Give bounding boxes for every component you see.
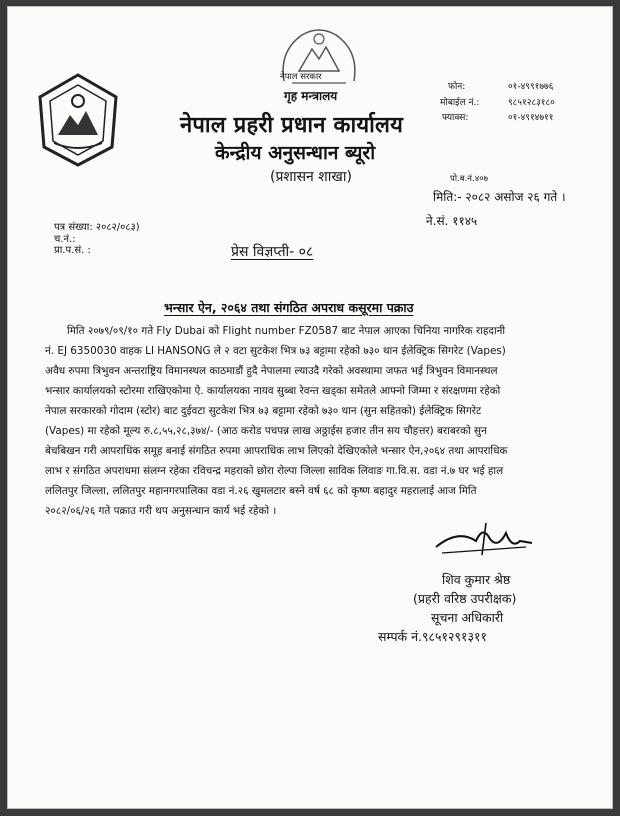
body-line: बेचबिखन गरी आपराधिक समूह बनाई संगठित रुपमा आपराधिक लाभ लिएको देखिएकोले भन्सार ऐन,२०६४ तथा आपराधिक [45, 445, 508, 457]
body-line: मिति २०७९/०९/१० गते Fly Dubai को Flight number FZ0587 बाट नेपाल आएका चिनिया नागरिक राहदानी [67, 325, 506, 337]
pra-pa-sa: प्रा.प.सं. : [54, 245, 91, 256]
letter-date: मिति:- २०८२ असोज २६ गते । [433, 190, 566, 204]
document-page [7, 6, 613, 809]
body-line: नेपाल सरकारको गोदाम (स्टोर) बाट दुईवटा सुटकेश भित्र ७३ बट्टामा रहेको ७३० थान (सुन सहितको) ईलेक्ट्रिक सिगरेट [45, 405, 482, 417]
signature-scribble [428, 519, 538, 559]
subject-heading: भन्सार ऐन, २०६४ तथा संगठित अपराध कसूरमा पक्राउ [164, 300, 414, 315]
signatory-name: शिव कुमार श्रेष्ठ [442, 572, 511, 587]
nepal-police-logo-icon [28, 69, 128, 169]
ministry-name: गृह मन्त्रालय [284, 89, 338, 103]
body-line: नं. EJ 6350030 वाहक LI HANSONG ले २ वटा सुटकेश भित्र ७३ बट्टामा रहेको ७३० थान ईलेक्ट्रिक सिगरेट (Vapes) [45, 345, 506, 357]
contact-value: ९८५१२८३१८० [508, 98, 555, 108]
bureau-name: केन्द्रीय अनुसन्धान ब्यूरो [215, 142, 376, 164]
signatory-designation: (प्रहरी वरिष्ठ उपरीक्षक) [413, 591, 517, 606]
nepal-sambat: ने.सं. ११४५ [426, 214, 478, 228]
signatory-role: सूचना अधिकारी [431, 610, 504, 625]
reference-number: पत्र संख्या: २०८२/०८३) [54, 222, 140, 233]
contact-label: फोन: [448, 82, 466, 92]
contact-mobile [440, 95, 555, 108]
contact-value: ०१-४९१४७११ [508, 113, 554, 123]
section-name: (प्रशासन शाखा) [270, 169, 352, 185]
po-box: पो.ब.नं.४०७ [450, 174, 488, 184]
emblem-text: नेपाल सरकार [280, 72, 322, 82]
body-line: भन्सार कार्यालयको स्टोरमा राखिएकोमा ऐ. कार्यालयका नायव सुब्बा रेवन्त खड्का समेतले आफ्नो जिम्मा र संरक्षणमा रहेको [45, 385, 501, 397]
body-line: (Vapes) मा रहेको मूल्य रु.८,५५,२८,३७४/- (आठ करोड पचपन्न लाख अठ्ठाईस हजार तीन सय चौहत्तर) बराबरको सुन [45, 425, 487, 437]
contact-number: सम्पर्क नं.९८५१२९१३११ [378, 629, 488, 644]
body-line: २०८२/०६/२६ गते पक्राउ गरी थप अनुसन्धान कार्य भई रहेको । [45, 505, 277, 517]
contact-label: फ्याक्स: [442, 113, 469, 123]
body-line: अवैध रुपमा त्रिभुवन अन्तराष्ट्रिय विमानस्थल काठमाडौं हुदै नेपालमा ल्याउदै गरेको अवस्थामा जफत भई त्रिभुवन विमानस्थल [45, 365, 498, 377]
body-line: ललितपुर जिल्ला, ललितपुर महानगरपालिका वडा नं.२६ खुमलटार बस्ने वर्ष ६८ को कृष्ण बहादुर महरालाई आज मिति [45, 485, 477, 497]
dispatch-number: च.नं.: [54, 234, 76, 245]
contact-fax [442, 110, 554, 123]
contact-label: मोबाईल नं.: [440, 98, 480, 108]
contact-value: ०१-४९९१७७६ [508, 82, 554, 92]
body-line: लाभ र संगठित अपराधमा संलग्न रहेका रविचन्द्र महराको छोरा रोल्पा जिल्ला साविक लिवाङ गा.वि.स. वडा नं.७ घर भई हाल [45, 465, 504, 477]
press-release-title: प्रेस विज्ञप्ती- ०८ [231, 244, 314, 260]
office-name: नेपाल प्रहरी प्रधान कार्यालय [180, 113, 404, 138]
contact-phone [448, 79, 554, 92]
